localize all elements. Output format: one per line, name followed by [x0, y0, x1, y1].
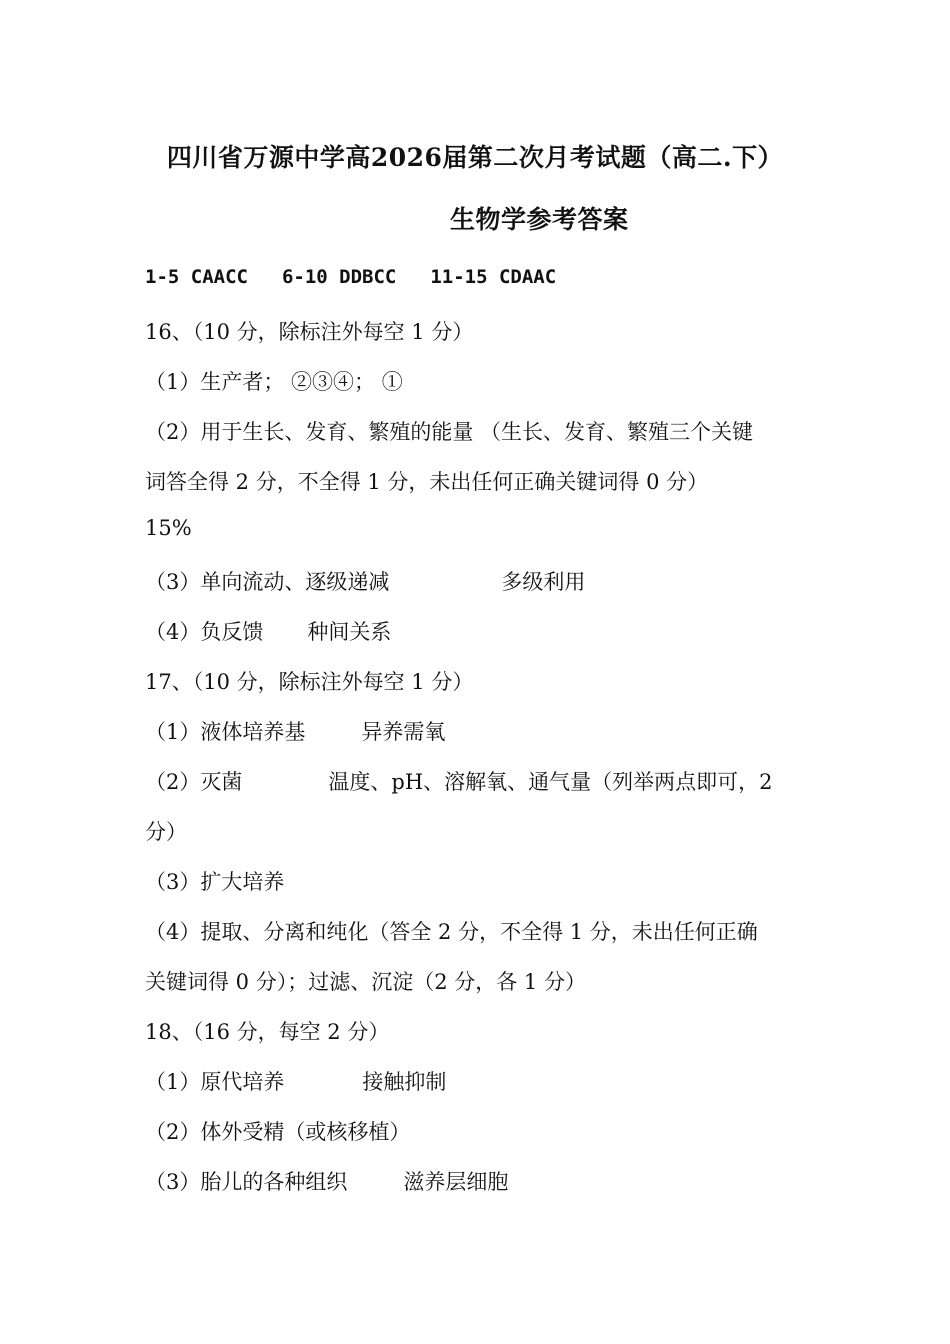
page-subtitle: 生物学参考答案: [450, 205, 629, 234]
q16-part1: （1）生产者； ②③④； ①: [145, 370, 403, 394]
q16-part3-answer-a: （3）单向流动、逐级递减: [145, 570, 390, 594]
q16-header: 16、（10 分，除标注外每空 1 分）: [145, 320, 474, 344]
q18-part1: [145, 1066, 446, 1096]
q17-part4-line2: 关键词得 0 分）；过滤、沉淀（2 分，各 1 分）: [145, 970, 586, 994]
q16-part2-line1: （2）用于生长、发育、繁殖的能量 （生长、发育、繁殖三个关键: [145, 420, 754, 444]
q18-part3-answer-a: （3）胎儿的各种组织: [145, 1170, 348, 1194]
mc-answers-11-15: 11-15 CDAAC: [430, 266, 557, 288]
q18-header: 18、（16 分，每空 2 分）: [145, 1020, 390, 1044]
q16-part4-answer-b: 种间关系: [307, 620, 392, 644]
q18-part2: （2）体外受精（或核移植）: [145, 1120, 411, 1144]
mc-answers-6-10: 6-10 DDBCC: [281, 266, 397, 288]
q17-part1: [145, 716, 445, 746]
q16-part3: [145, 566, 585, 596]
q17-part2-line2: 分）: [145, 820, 187, 844]
q17-part1-answer-b: 异养需氧: [361, 720, 446, 744]
q18-part1-answer-a: （1）原代培养: [145, 1070, 285, 1094]
q16-part4: [145, 616, 391, 646]
q18-part1-answer-b: 接触抑制: [362, 1070, 447, 1094]
mc-answers-1-5: 1-5 CAACC: [145, 266, 248, 288]
q16-part4-answer-a: （4）负反馈: [145, 620, 264, 644]
q17-part2-answer-b: 温度、pH、溶解氧、通气量（列举两点即可，2: [328, 770, 773, 794]
multiple-choice-answers: [145, 266, 556, 288]
q17-part1-answer-a: （1）液体培养基: [145, 720, 306, 744]
q16-part2-line2: 词答全得 2 分，不全得 1 分，未出任何正确关键词得 0 分）: [145, 470, 709, 494]
q17-part4-line1: （4）提取、分离和纯化（答全 2 分，不全得 1 分，未出任何正确: [145, 920, 758, 944]
q16-part3-answer-b: 多级利用: [501, 570, 586, 594]
q17-part2-answer-a: （2）灭菌: [145, 770, 243, 794]
q18-part3-answer-b: 滋养层细胞: [403, 1170, 509, 1194]
page-title: 四川省万源中学高2026届第二次月考试题（高二.下）: [166, 143, 784, 172]
q17-header: 17、（10 分，除标注外每空 1 分）: [145, 670, 474, 694]
q18-part3: [145, 1166, 508, 1196]
q17-part2: [145, 766, 773, 796]
q16-part2-line3: 15%: [145, 516, 192, 540]
q17-part3: （3）扩大培养: [145, 870, 285, 894]
